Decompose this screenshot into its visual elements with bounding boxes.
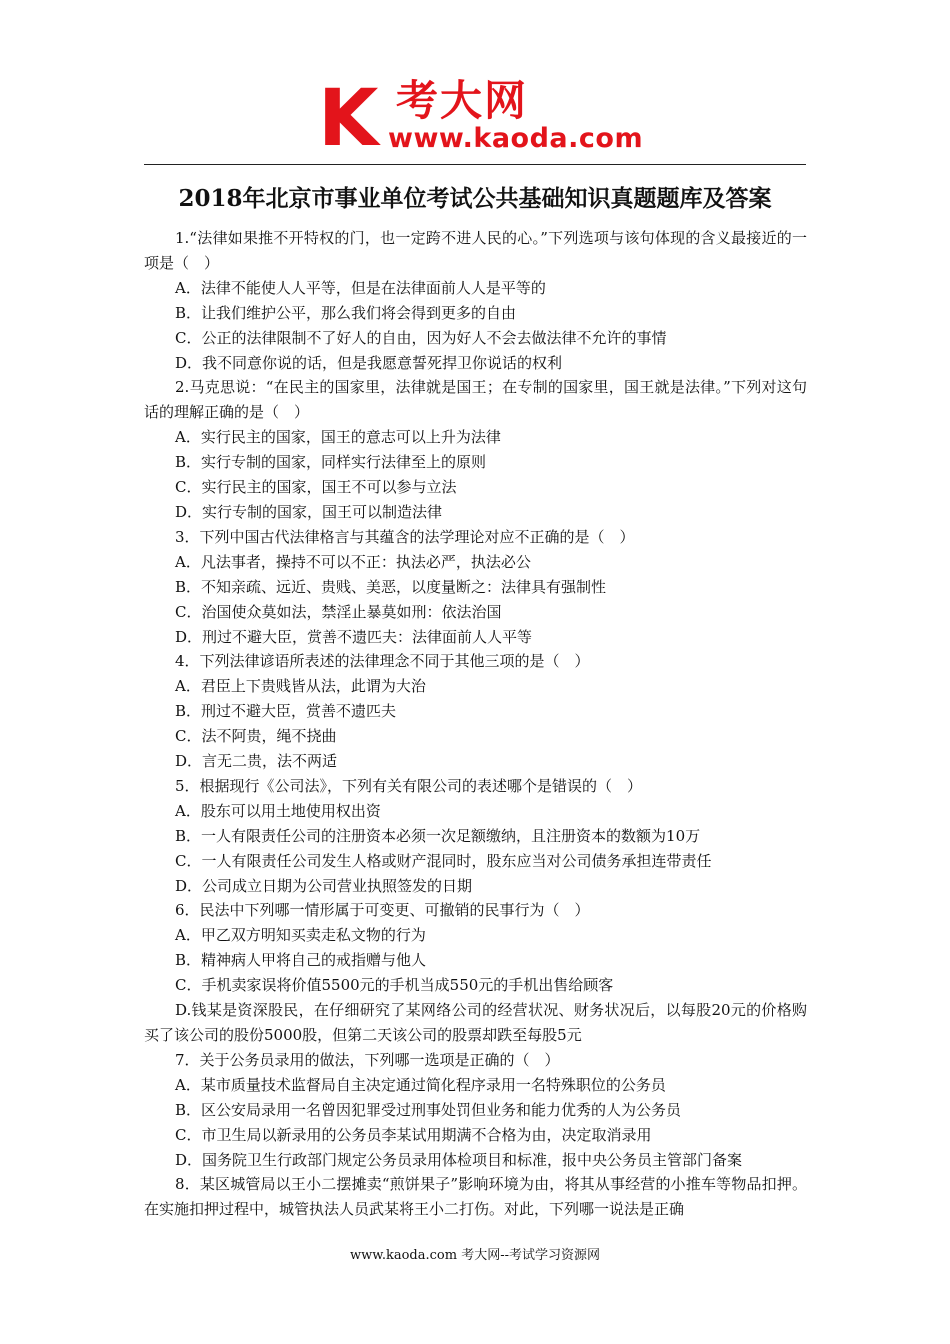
logo-k-mark: K <box>318 74 375 164</box>
option-text: B．精神病人甲将自己的戒指赠与他人 <box>175 951 427 970</box>
header-divider <box>144 164 806 165</box>
option-text: 7．关于公务员录用的做法，下列哪一选项是正确的（ ） <box>175 1050 560 1069</box>
option-text: C．手机卖家误将价值5500元的手机当成550元的手机出售给顾客 <box>175 976 614 995</box>
option-text: A．某市质量技术监督局自主决定通过简化程序录用一名特殊职位的公务员 <box>175 1075 666 1094</box>
question-text: 1.“法律如果推不开特权的门，也一定跨不进人民的心。”下列选项与该句体现的含义最接近的一项是（ ） <box>144 229 807 272</box>
option-text: 6．民法中下列哪一情形属于可变更、可撤销的民事行为（ ） <box>175 901 590 920</box>
option-text: B．刑过不避大臣，赏善不遗匹夫 <box>175 702 397 721</box>
logo-brand-name: 考大网 <box>396 76 529 125</box>
option-text: 3．下列中国古代法律格言与其蕴含的法学理论对应不正确的是（ ） <box>175 527 635 546</box>
option-text: D．国务院卫生行政部门规定公务员录用体检项目和标准，报中央公务员主管部门备案 <box>175 1150 743 1169</box>
question-text: 2.马克思说：“在民主的国家里，法律就是国王；在专制的国家里，国王就是法律。”下列对这句话的理解正确的是（ ） <box>144 378 807 422</box>
option-text: D．我不同意你说的话，但是我愿意誓死捍卫你说话的权利 <box>175 353 563 372</box>
question-text: 8．某区城管局以王小二摆摊卖“煎饼果子”影响环境为由，将其从事经营的小推车等物品扣押。在实施扣押过程中，城管执法人员武某将王小二打伤。对此，下列哪一说法是正确 <box>144 1175 807 1219</box>
option-text: 5．根据现行《公司法》，下列有关有限公司的表述哪个是错误的（ ） <box>175 776 643 795</box>
option-text: A．实行民主的国家，国王的意志可以上升为法律 <box>175 428 501 447</box>
option-text: B．让我们维护公平，那么我们将会得到更多的自由 <box>175 303 517 322</box>
option-text: B．区公安局录用一名曾因犯罪受过刑事处罚但业务和能力优秀的人为公务员 <box>175 1100 682 1119</box>
option-text: D．言无二贵，法不两适 <box>175 752 338 771</box>
option-text: C．公正的法律限制不了好人的自由，因为好人不会去做法律不允许的事情 <box>175 328 667 347</box>
option-text: A．甲乙双方明知买卖走私文物的行为 <box>175 926 426 945</box>
option-text: A．凡法事者，操持不可以不正：执法必严，执法必公 <box>175 552 531 571</box>
option-text: D．实行专制的国家，国王可以制造法律 <box>175 502 443 521</box>
option-text: B．不知亲疏、远近、贵贱、美恶，以度量断之：法律具有强制性 <box>175 577 607 596</box>
option-text: C．治国使众莫如法，禁淫止暴莫如刑：依法治国 <box>175 602 502 621</box>
option-text: C．一人有限责任公司发生人格或财产混同时，股东应当对公司债务承担连带责任 <box>175 851 712 870</box>
logo-url: www.kaoda.com <box>388 123 644 154</box>
page-header <box>0 0 950 168</box>
document-title: 2018年北京市事业单位考试公共基础知识真题题库及答案 <box>178 185 772 212</box>
option-text: A．法律不能使人人平等，但是在法律面前人人是平等的 <box>175 278 546 297</box>
option-text: B．实行专制的国家，同样实行法律至上的原则 <box>175 453 487 472</box>
option-text: C．实行民主的国家，国王不可以参与立法 <box>175 478 457 497</box>
option-text: A．君臣上下贵贱皆从法，此谓为大治 <box>175 677 426 696</box>
option-text: A．股东可以用土地使用权出资 <box>175 801 381 820</box>
question-text: D.钱某是资深股民，在仔细研究了某网络公司的经营状况、财务状况后，以每股20元的价格购买了该公司的股份5000股，但第二天该公司的股票却跌至每股5元 <box>144 1001 807 1044</box>
question-list <box>144 226 807 1222</box>
page-footer: www.kaoda.com 考大网--考试学习资源网 <box>350 1248 600 1263</box>
option-text: D．刑过不避大臣，赏善不遗匹夫：法律面前人人平等 <box>175 627 533 646</box>
option-text: D．公司成立日期为公司营业执照签发的日期 <box>175 876 473 895</box>
option-text: B．一人有限责任公司的注册资本必须一次足额缴纳，且注册资本的数额为10万 <box>175 826 701 845</box>
option-text: C．法不阿贵，绳不挠曲 <box>175 727 337 746</box>
option-text: C．市卫生局以新录用的公务员李某试用期满不合格为由，决定取消录用 <box>175 1125 652 1144</box>
kaoda-logo[interactable] <box>318 74 644 164</box>
option-text: 4．下列法律谚语所表述的法律理念不同于其他三项的是（ ） <box>175 652 590 671</box>
